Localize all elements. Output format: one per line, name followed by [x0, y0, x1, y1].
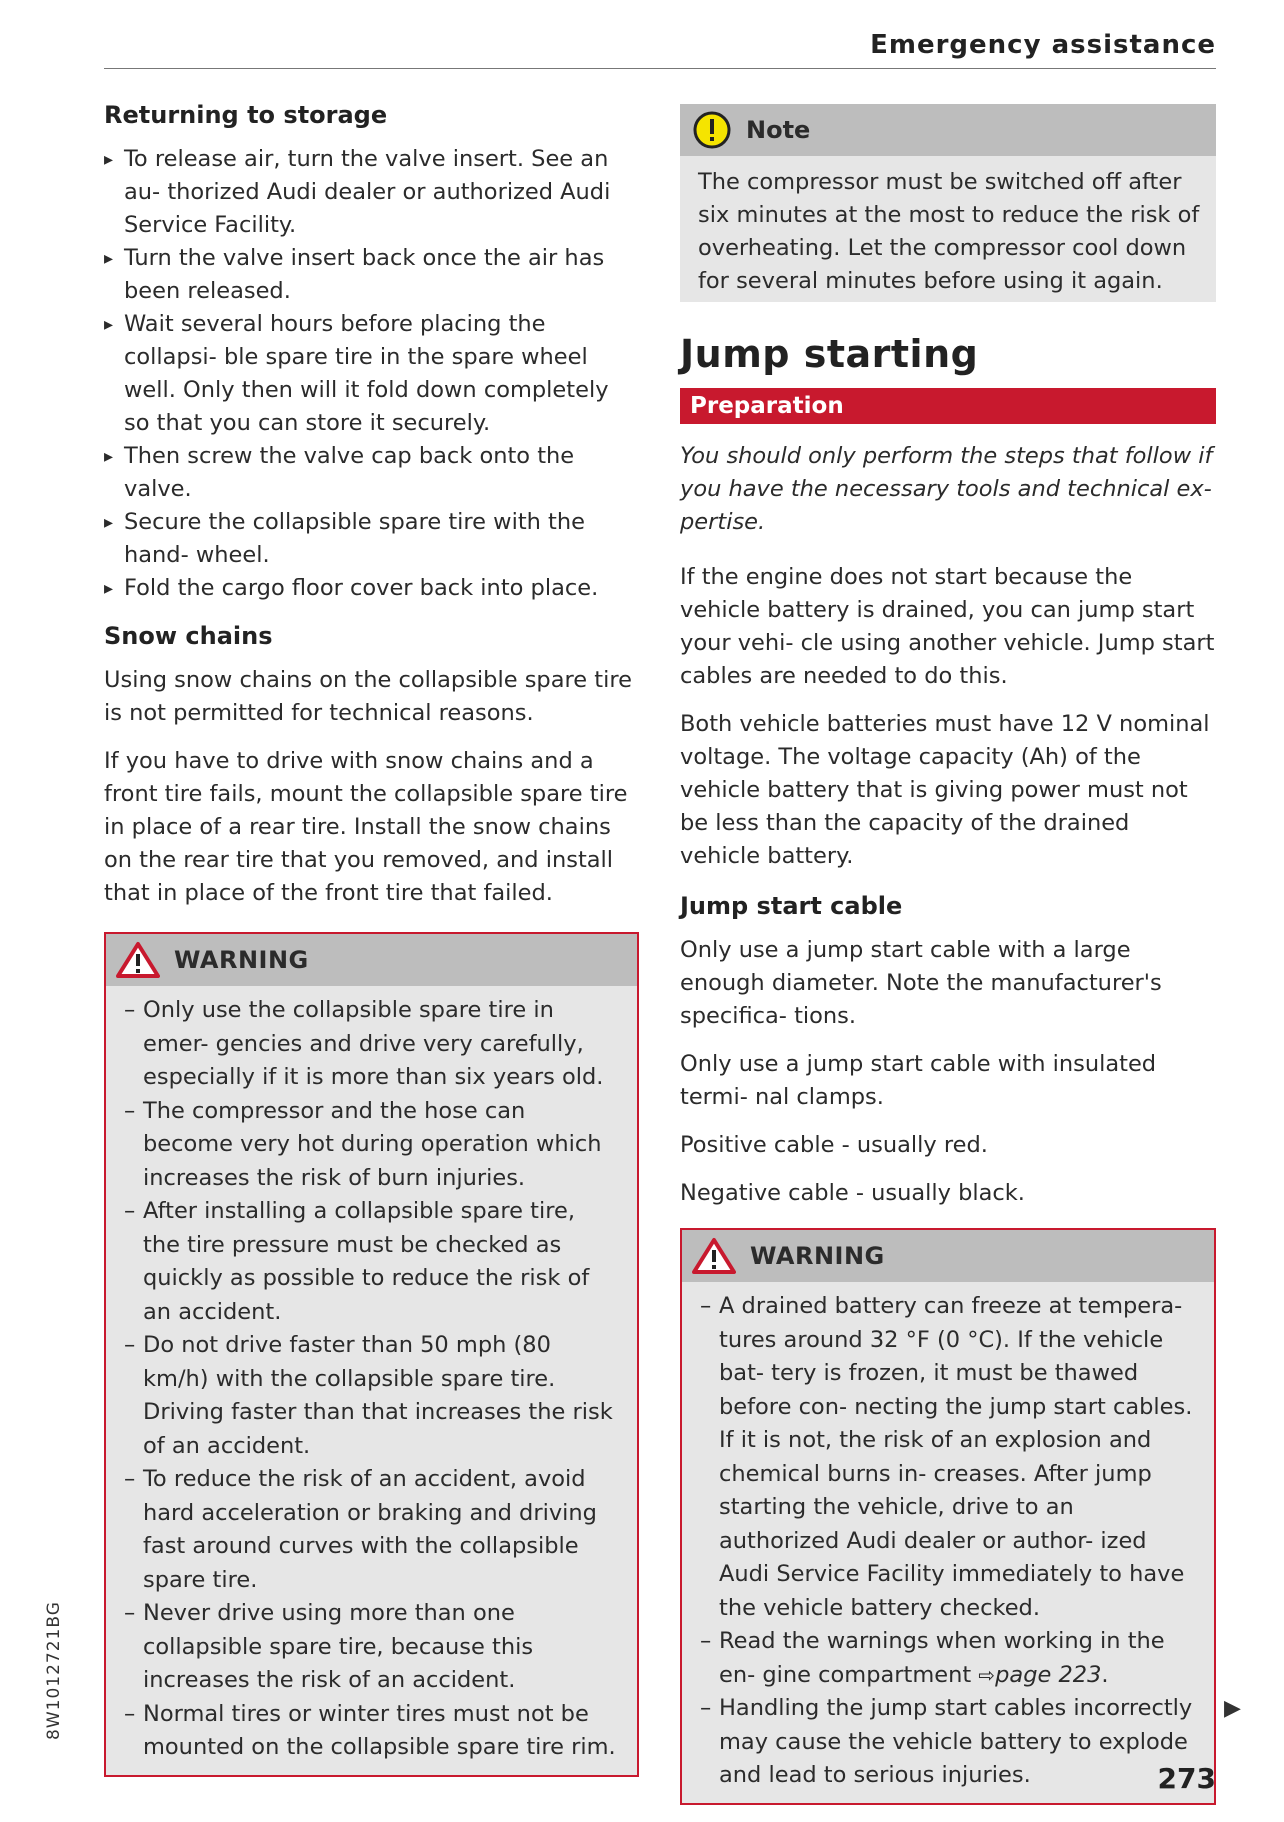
snow-chains-paragraph-1: Using snow chains on the collapsible spare tire is not permitted for technical reasons.: [104, 667, 632, 727]
continue-arrow-icon: ▶: [1224, 1696, 1241, 1721]
list-item: ▸ Secure the collapsible spare tire with the hand- wheel.: [104, 506, 639, 572]
list-item: ▸ Wait several hours before placing the collapsi- ble spare tire in the spare wheel well. Only then will it fold down completely so that you can store it securely.: [104, 308, 639, 440]
list-item: ▸ Then screw the valve cap back onto the valve.: [104, 440, 639, 506]
warning-list: [106, 986, 637, 1775]
left-column: [104, 100, 639, 1791]
intro-italic: You should only perform the steps that follow if you have the necessary tools and technical ex- pertise.: [680, 443, 1213, 535]
jump-start-warning-box: [680, 1228, 1216, 1805]
cable-paragraph-2: Only use a jump start cable with insulated termi- nal clamps.: [680, 1051, 1157, 1111]
note-text: The compressor must be switched off after six minutes at the most to reduce the risk of overheating. Let the compressor cool down for several minutes before using it again.: [698, 169, 1200, 294]
list-item: – The compressor and the hose can become very hot during operation which increases the risk of burn injuries.: [124, 1095, 619, 1196]
returning-heading: Returning to storage: [104, 101, 388, 129]
jump-paragraph-2: Both vehicle batteries must have 12 V nominal voltage. The voltage capacity (Ah) of the vehicle battery that is giving power must not be less than the capacity of the drained vehicle battery.: [680, 711, 1210, 869]
list-item: – A drained battery can freeze at tempera- tures around 32 °F (0 °C). If the vehicle bat- tery is frozen, it must be thawed before con- necting the jump start cables. If it is not, the risk of an explosion and chemical burns in- creases. After jump starting the vehicle, drive to an authorized Audi dealer or author- ized Audi Service Facility immediately to have the vehicle battery checked.: [700, 1290, 1196, 1625]
list-item: [700, 1625, 1196, 1692]
cable-paragraph-4: Negative cable - usually black.: [680, 1180, 1025, 1207]
list-item: – Handling the jump start cables incorrectly may cause the vehicle battery to explode and lead to serious injuries.: [700, 1692, 1196, 1793]
exclamation-circle-icon: [692, 110, 732, 150]
list-item: ▸ Fold the cargo floor cover back into place.: [104, 572, 639, 605]
compressor-note-box: [680, 104, 1216, 302]
note-header: [680, 104, 1216, 156]
snow-chains-paragraph-2: If you have to drive with snow chains and a front tire fails, mount the collapsible spare tire in place of a rear tire. Install the snow chains on the rear tire that you removed, and install that in place of the front tire that failed.: [104, 748, 628, 907]
page-number: 273: [1157, 1762, 1216, 1795]
returning-steps: [104, 143, 639, 605]
running-header: Emergency assistance: [870, 30, 1216, 60]
list-item: ▸ To release air, turn the valve insert. See an au- thorized Audi dealer or authorized Audi Service Facility.: [104, 143, 639, 242]
snow-chains-heading: Snow chains: [104, 622, 273, 651]
warning-header: [106, 934, 637, 986]
warning-title: WARNING: [750, 1242, 885, 1271]
jump-cable-heading: Jump start cable: [680, 892, 903, 920]
page-reference-link[interactable]: page 223: [995, 1661, 1102, 1688]
warning-header: [682, 1230, 1214, 1282]
section-title: Jump starting: [680, 332, 979, 376]
jump-paragraph-1: If the engine does not start because the vehicle battery is drained, you can jump start your vehi- cle using another vehicle. Jump start cables are needed to do this.: [680, 564, 1215, 689]
cable-paragraph-1: Only use a jump start cable with a large enough diameter. Note the manufacturer's specifica- tions.: [680, 937, 1162, 1030]
cable-paragraph-3: Positive cable - usually red.: [680, 1132, 988, 1159]
warning-item-text: Read the warnings when working in the en- gine compartment: [719, 1628, 1165, 1688]
warning-title: WARNING: [174, 946, 309, 975]
document-code: 8W1012721BG: [44, 1601, 64, 1740]
page-arrow-icon: ⇨: [978, 1662, 996, 1687]
header-rule: [104, 68, 1216, 69]
warning-item-end: .: [1101, 1661, 1109, 1688]
preparation-bar: Preparation: [680, 388, 1216, 424]
list-item: ▸ Turn the valve insert back once the air has been released.: [104, 242, 639, 308]
spare-tire-warning-box: [104, 932, 639, 1777]
list-item: – Normal tires or winter tires must not be mounted on the collapsible spare tire rim.: [124, 1698, 619, 1765]
list-item: – To reduce the risk of an accident, avoid hard acceleration or braking and driving fast around curves with the collapsible spare tire.: [124, 1463, 619, 1597]
warning-triangle-icon: [116, 941, 160, 979]
list-item: – Only use the collapsible spare tire in emer- gencies and drive very carefully, especially if it is more than six years old.: [124, 994, 619, 1095]
list-item: – Do not drive faster than 50 mph (80 km/h) with the collapsible spare tire. Driving faster than that increases the risk of an accident.: [124, 1329, 619, 1463]
note-title: Note: [746, 116, 811, 144]
warning-list: [682, 1282, 1214, 1803]
list-item: – After installing a collapsible spare tire, the tire pressure must be checked as quickly as possible to reduce the risk of an accident.: [124, 1195, 619, 1329]
list-item: – Never drive using more than one collapsible spare tire, because this increases the risk of an accident.: [124, 1597, 619, 1698]
right-column: [680, 100, 1216, 1819]
warning-triangle-icon: [692, 1237, 736, 1275]
